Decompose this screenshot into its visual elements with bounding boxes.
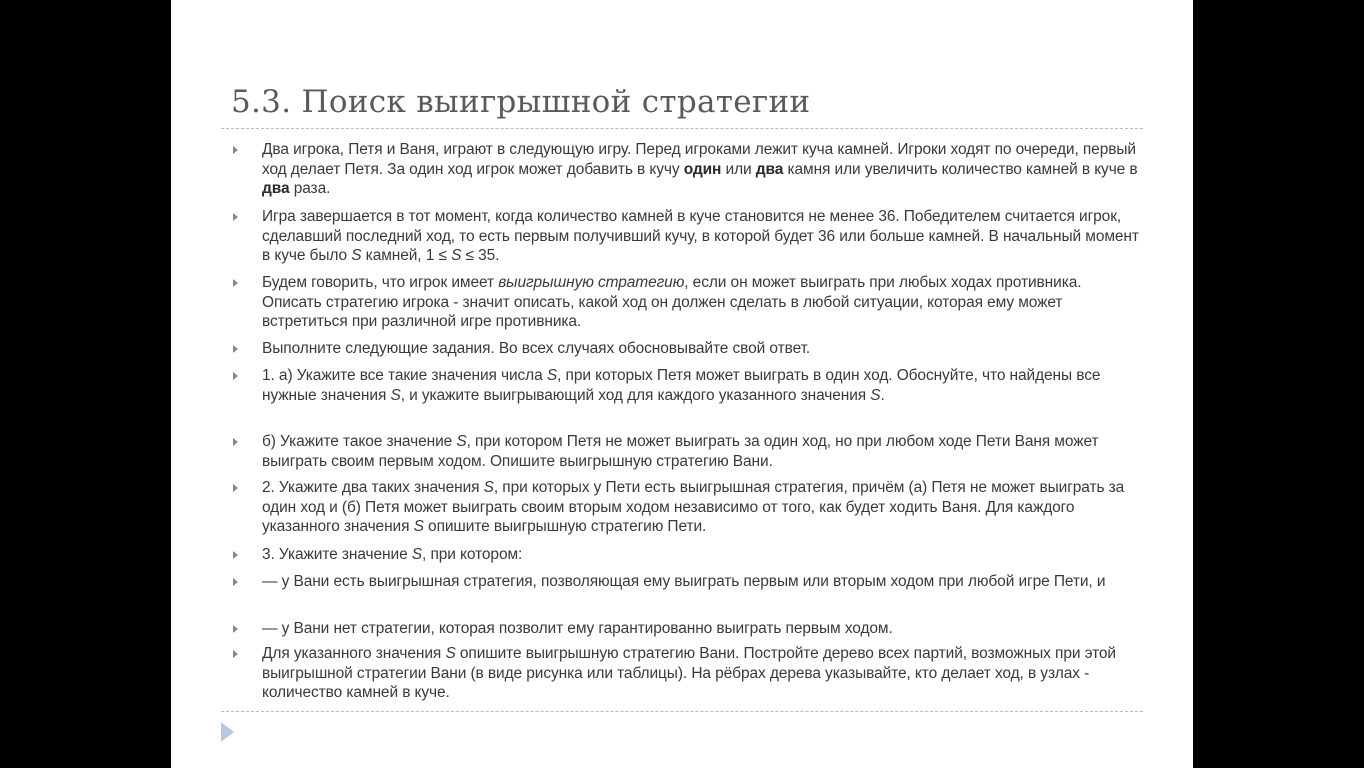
text-run: опишите выигрышную стратегию Пети. (423, 518, 707, 535)
text-run: S (451, 247, 462, 264)
text-run: раза. (289, 180, 331, 197)
bullet-arrow-icon (233, 279, 238, 287)
text-run: 1. а) Укажите все такие значения числа (262, 367, 547, 384)
text-run: два (262, 180, 290, 197)
bullet-text (262, 478, 1143, 537)
bullet-text (262, 273, 1143, 332)
bullet-item (231, 478, 1143, 545)
text-run: Два игрока, Петя и Ваня, играют в следующую игру. Перед игроками лежит куча камней. Игроки ходят по очереди, первый ход делает Петя. За один ход игрок может добавить в кучу (262, 141, 1136, 178)
bullet-item (231, 366, 1143, 432)
text-run: или (721, 160, 756, 178)
bullet-item (231, 432, 1143, 478)
bullet-item (231, 273, 1143, 339)
text-run: Выполните следующие задания. Во всех случаях обосновывайте свой ответ. (262, 340, 811, 357)
text-run: ≤ 35. (461, 247, 500, 264)
bullet-item (231, 207, 1143, 273)
text-run: , и укажите выигрывающий ход для каждого указанного значения (400, 386, 871, 404)
text-run: опишите выигрышную стратегию Вани. Постройте дерево всех партий, возможных при этой выигрышной стратегии Вани (в виде рисунка или таблицы). На рёбрах дерева указывайте, кто делает ход, в узлах - количество камней в куче. (262, 645, 1116, 701)
bullet-text (262, 619, 1143, 639)
bullet-item (231, 140, 1143, 207)
text-run: Игра завершается в тот момент, когда количество камней в куче становится не менее 36. Победителем считается игрок, сделавший последний ход, то есть первым получивший кучу, в которой будет 36 или больше камней. В начальный момент в куче было (262, 208, 1139, 264)
bullet-arrow-icon (233, 650, 238, 658)
text-run: S (411, 546, 423, 563)
bullet-list (231, 140, 1143, 710)
bullet-text (262, 545, 1143, 565)
bullet-arrow-icon (233, 146, 238, 154)
bullet-text (262, 207, 1143, 266)
bullet-text (262, 644, 1143, 703)
bullet-text (262, 339, 1143, 359)
text-run: . (880, 386, 885, 404)
text-run: , если он может выиграть при любых ходах противника. Описать стратегию игрока - значит описать, какой ход он должен сделать в любой ситуации, которая ему может встретиться при различной игре противника. (262, 274, 1082, 330)
text-run: 2. Укажите два таких значения (262, 479, 484, 496)
slide-title: 5.3. Поиск выигрышной стратегии (231, 84, 811, 120)
bullet-text (262, 572, 1143, 592)
text-run: один (683, 160, 722, 178)
bullet-arrow-icon (233, 625, 238, 633)
slide (171, 0, 1193, 768)
bullet-text (262, 366, 1143, 405)
text-run: S (546, 367, 558, 384)
title-divider (221, 128, 1143, 129)
text-run: S (483, 479, 494, 496)
text-run: S (456, 433, 467, 450)
text-run: выигрышную стратегию (498, 274, 685, 291)
text-run: — у Вани есть выигрышная стратегия, позволяющая ему выиграть первым или вторым ходом при любой игре Пети, и (262, 573, 1106, 590)
footer-divider (221, 711, 1143, 712)
bullet-item (231, 339, 1143, 366)
text-run: S (445, 645, 456, 662)
bullet-arrow-icon (233, 551, 238, 559)
text-run: S (413, 518, 424, 535)
bullet-item (231, 644, 1143, 710)
text-run: , при котором Петя не может выиграть за один ход, но при любом ходе Пети Ваня может выиграть своим первым ходом. Опишите выигрышную стратегию Вани. (262, 433, 1099, 470)
bullet-arrow-icon (233, 372, 238, 380)
bullet-item (231, 545, 1143, 572)
text-run: 3. Укажите значение (262, 546, 412, 563)
text-run: , при котором: (422, 546, 523, 563)
text-run: камней, 1 ≤ (361, 247, 452, 264)
bullet-item (231, 572, 1143, 619)
text-run: S (870, 386, 881, 404)
bullet-arrow-icon (233, 578, 238, 586)
text-run: Будем говорить, что игрок имеет (262, 274, 499, 291)
text-run: S (390, 386, 401, 404)
bullet-text (262, 140, 1143, 199)
next-slide-arrow-icon[interactable] (221, 722, 234, 742)
text-run: , при которых Петя может выиграть в один ход. Обоснуйте, что найдены все нужные значения (262, 367, 1101, 404)
text-run: , при которых у Пети есть выигрышная стратегия, причём (а) Петя не может выиграть за один ход и (б) Петя может выиграть своим вторым ходом независимо от того, как будет ходить Ваня. Для каждого указанного значения (262, 479, 1125, 535)
bullet-arrow-icon (233, 213, 238, 221)
text-run: камня или увеличить количество камней в куче в (783, 160, 1138, 178)
text-run: S (351, 247, 362, 264)
bullet-text (262, 432, 1143, 471)
bullet-arrow-icon (233, 345, 238, 353)
bullet-item (231, 619, 1143, 644)
text-run: два (755, 160, 784, 178)
bullet-arrow-icon (233, 484, 238, 492)
text-run: Для указанного значения (262, 645, 446, 662)
text-run: б) Укажите такое значение (262, 433, 457, 450)
text-run: — у Вани нет стратегии, которая позволит ему гарантированно выиграть первым ходом. (262, 620, 893, 637)
bullet-arrow-icon (233, 438, 238, 446)
